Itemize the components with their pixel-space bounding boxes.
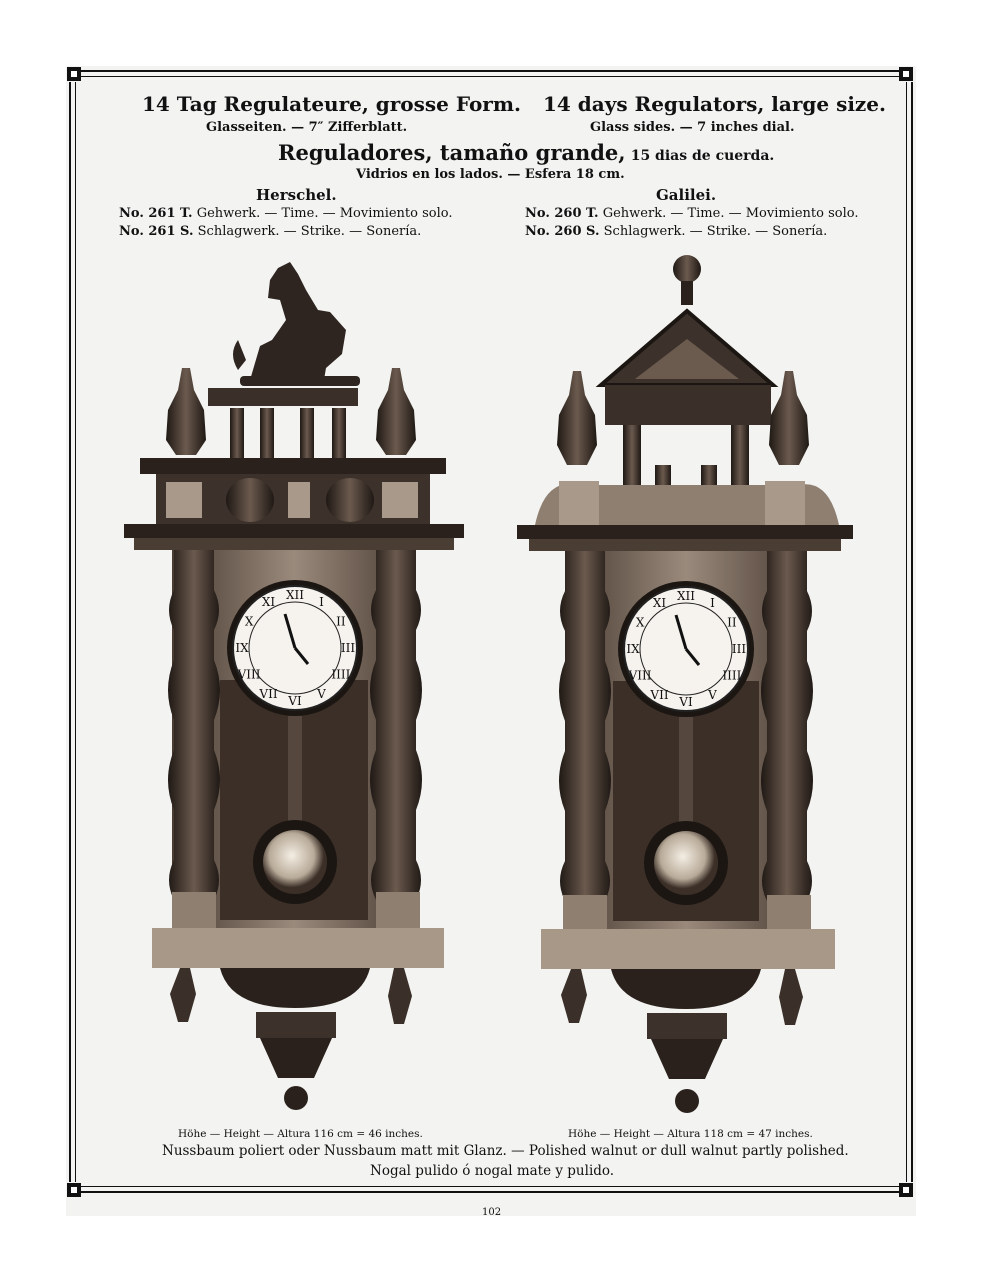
dial-numeral: X bbox=[244, 614, 254, 629]
model-line-261s bbox=[119, 224, 421, 239]
model-line-260t bbox=[525, 206, 859, 221]
dial-numeral: I bbox=[710, 596, 715, 611]
spanish-title-row bbox=[278, 140, 774, 165]
model-line-261t bbox=[119, 206, 453, 221]
dial-numeral: IIII bbox=[722, 668, 742, 683]
corner-ornament bbox=[899, 1183, 913, 1197]
corner-ornament bbox=[67, 67, 81, 81]
spanish-title-suffix: 15 dias de cuerda. bbox=[630, 148, 775, 164]
corner-ornament bbox=[67, 1183, 81, 1197]
model-number: No. 261 T. bbox=[119, 206, 193, 221]
height-galilei: Höhe — Height — Altura 118 cm = 47 inches. bbox=[568, 1128, 813, 1140]
model-number: No. 260 T. bbox=[525, 206, 599, 221]
galilei-clock-illustration bbox=[505, 245, 875, 1130]
dial-numeral: III bbox=[340, 641, 356, 655]
dial-numeral: XII bbox=[676, 589, 696, 603]
herschel-clock-illustration bbox=[110, 250, 480, 1130]
dial-numeral: II bbox=[727, 615, 737, 630]
dial-numeral: VI bbox=[288, 694, 302, 708]
dial-numeral: VII bbox=[259, 686, 278, 701]
dial-numeral: V bbox=[317, 686, 326, 701]
dial-numeral: XI bbox=[652, 596, 667, 611]
model-description: Schlagwerk. — Strike. — Sonería. bbox=[197, 224, 422, 239]
dial-numeral: II bbox=[336, 614, 346, 629]
material-note-line2: Nogal pulido ó nogal mate y pulido. bbox=[370, 1163, 615, 1179]
model-description: Gehwerk. — Time. — Movimiento solo. bbox=[196, 206, 453, 221]
model-name-galilei: Galilei. bbox=[656, 186, 717, 204]
model-description: Schlagwerk. — Strike. — Sonería. bbox=[603, 224, 828, 239]
corner-ornament bbox=[899, 67, 913, 81]
page-number: 102 bbox=[482, 1207, 502, 1218]
horse-crest bbox=[233, 262, 360, 386]
dial-numeral: VII bbox=[650, 687, 669, 702]
model-name-herschel: Herschel. bbox=[256, 186, 337, 204]
dial-numeral: IIII bbox=[331, 667, 351, 682]
german-title: 14 Tag Regulateure, grosse Form. bbox=[142, 92, 521, 116]
model-line-260s bbox=[525, 224, 827, 239]
dial-numeral: VI bbox=[679, 695, 693, 709]
dial-numeral: X bbox=[635, 615, 645, 630]
material-note-line1: Nussbaum poliert oder Nussbaum matt mit Glanz. — Polished walnut or dull walnut partly polished. bbox=[162, 1143, 849, 1159]
german-subtitle: Glasseiten. — 7″ Zifferblatt. bbox=[206, 120, 408, 135]
model-number: No. 260 S. bbox=[525, 224, 600, 239]
dial-numeral: XI bbox=[261, 595, 276, 610]
spanish-subtitle: Vidrios en los lados. — Esfera 18 cm. bbox=[356, 167, 625, 182]
dial-numeral: XII bbox=[285, 588, 305, 602]
model-number: No. 261 S. bbox=[119, 224, 194, 239]
dial-numeral: V bbox=[708, 687, 717, 702]
english-subtitle: Glass sides. — 7 inches dial. bbox=[590, 120, 795, 135]
dial-numeral: III bbox=[731, 642, 747, 656]
dial-numeral: VIII bbox=[628, 668, 652, 683]
dial-numeral: I bbox=[319, 595, 324, 610]
english-title: 14 days Regulators, large size. bbox=[543, 92, 886, 116]
dial-numeral: IX bbox=[235, 641, 249, 655]
dial-numeral: VIII bbox=[237, 667, 261, 682]
model-description: Gehwerk. — Time. — Movimiento solo. bbox=[602, 206, 859, 221]
dial-numeral: IX bbox=[626, 642, 640, 656]
height-herschel: Höhe — Height — Altura 116 cm = 46 inches. bbox=[178, 1128, 423, 1140]
spanish-title: Reguladores, tamaño grande, bbox=[278, 140, 626, 165]
